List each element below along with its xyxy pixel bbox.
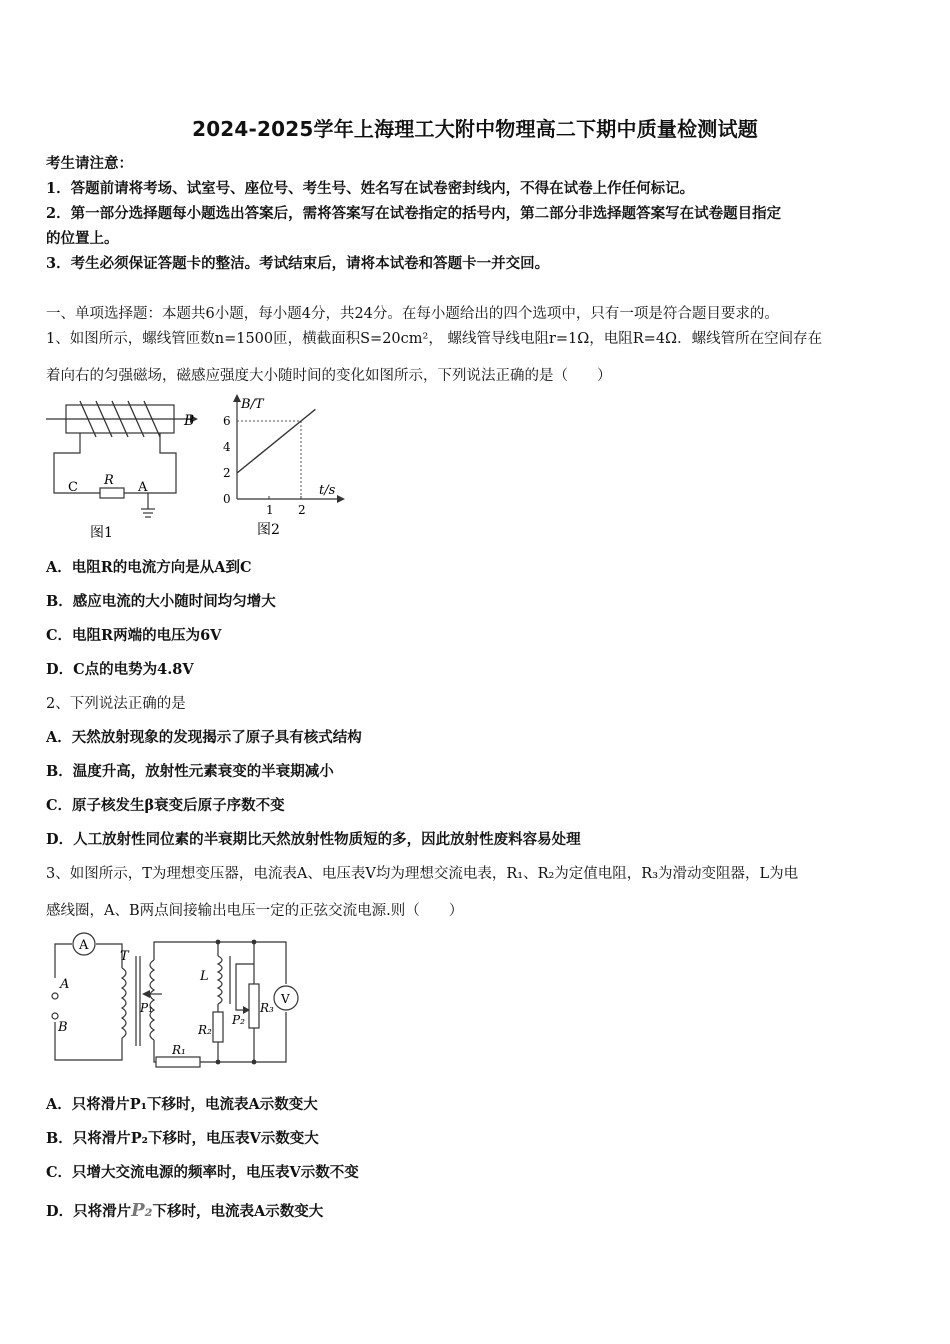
x-tick-label-1: 1 [266,503,274,517]
notice-heading: 考生请注意： [46,155,133,172]
voltmeter-label: V [281,992,290,1006]
resistor-R2 [213,1012,223,1042]
q1-stem-cont: 着向右的匀强磁场，磁感应强度大小随时间的变化如图所示，下列说法正确的是（ ） [46,368,612,384]
data-line [237,421,301,473]
q3-stem: 3、如图所示，T为理想变压器，电流表A、电压表V均为理想交流电表，R₁、R₂为定值电阻，R₃为滑动变阻器，L为电 [46,866,799,882]
q2-option-d[interactable]: D．人工放射性同位素的半衰期比天然放射性物质短的多，因此放射性废料容易处理 [46,831,581,848]
q3-option-d[interactable] [46,1200,323,1221]
x-tick-label-2: 2 [298,503,306,517]
q1-option-d[interactable]: D．C点的电势为4.8V [46,661,194,678]
inductor-L [218,956,222,1004]
q3-option-a[interactable]: A．只将滑片P₁下移时，电流表A示数变大 [46,1096,318,1113]
q1-figure-1-circuit [40,395,210,545]
q3-option-b[interactable]: B．只将滑片P₂下移时，电压表V示数变大 [46,1130,319,1147]
label-A: A [60,977,70,992]
resistor-R3 [249,984,259,1028]
origin-label: 0 [223,492,231,506]
q1-option-c[interactable]: C．电阻R两端的电压为6V [46,627,222,644]
label-L: L [200,969,209,984]
q3-option-d-symbol: P₂ [131,1200,153,1221]
y-tick-label-2: 2 [223,466,231,480]
label-T: T [120,949,129,964]
label-A: A [138,480,148,495]
q2-option-c[interactable]: C．原子核发生β衰变后原子序数不变 [46,797,285,814]
label-R3: R₃ [260,1001,274,1015]
ammeter-label: A [79,938,89,953]
primary-coil [122,968,126,1038]
notice-item-2: 2．第一部分选择题每小题选出答案后，需将答案写在试卷指定的括号内，第二部分非选择题答案写在试卷题目指定 [46,205,782,222]
y-tick-label-4: 4 [223,440,231,454]
q3-stem-cont: 感线圈，A、B两点间接输出电压一定的正弦交流电源.则（ ） [46,903,464,919]
label-P1: P₁ [140,1001,153,1015]
primary-wire-top-right [96,944,122,968]
fig1-caption: 图1 [90,525,113,541]
notice-item-2-cont: 的位置上。 [46,230,119,247]
secondary-coil [150,960,154,1040]
p1-arrow-head [142,990,150,998]
label-R1: R₁ [172,1043,186,1057]
q1-stem: 1、如图所示，螺线管匝数n=1500匝，横截面积S=20cm²， 螺线管导线电阻r=1Ω，电阻R=4Ω．螺线管所在空间存在 [46,331,823,347]
q3-option-d-pre: D．只将滑片 [46,1203,132,1220]
wire-right [124,433,176,493]
q2-stem: 2、下列说法正确的是 [46,696,186,712]
fig2-caption: 图2 [257,522,280,538]
notice-item-1: 1．答题前请将考场、试室号、座位号、考生号、姓名写在试卷密封线内，不得在试卷上作任何标记。 [46,180,695,197]
y-axis-arrow [233,394,241,402]
y-tick-label-6: 6 [223,414,231,428]
label-R2: R₂ [198,1023,212,1037]
resistor-R1 [156,1057,200,1067]
page-title: 2024-2025学年上海理工大附中物理高二下期中质量检测试题 [192,117,758,141]
label-B: B [184,413,195,429]
label-P2: P₂ [232,1013,245,1027]
q1-figure-2-graph [215,392,345,542]
terminal-B [52,1013,58,1019]
label-B: B [58,1020,68,1035]
x-axis-label: t/s [319,483,336,498]
q3-option-c[interactable]: C．只增大交流电源的频率时，电压表V示数不变 [46,1164,359,1181]
p2-slider-wire [236,964,254,1010]
q1-option-a[interactable]: A．电阻R的电流方向是从A到C [46,559,252,576]
primary-wire-top [55,944,72,978]
notice-item-3: 3．考生必须保证答题卡的整洁。考试结束后，请将本试卷和答题卡一并交回。 [46,255,550,272]
resistor-R [100,488,124,498]
y-axis-label: B/T [241,397,264,412]
q2-option-b[interactable]: B．温度升高，放射性元素衰变的半衰期减小 [46,763,334,780]
data-line-extension [301,409,315,421]
section-heading: 一、单项选择题：本题共6小题，每小题4分，共24分。在每小题给出的四个选项中，只有一项是符合题目要求的。 [46,306,779,322]
q3-option-d-post: 下移时，电流表A示数变大 [152,1203,324,1220]
q2-option-a[interactable]: A．天然放射现象的发现揭示了原子具有核式结构 [46,729,362,746]
q1-option-b[interactable]: B．感应电流的大小随时间均匀增大 [46,593,276,610]
label-R: R [104,473,114,488]
label-C: C [68,480,78,495]
x-axis-arrow [337,495,345,503]
q3-figure-circuit [40,928,310,1068]
terminal-A [52,993,58,999]
